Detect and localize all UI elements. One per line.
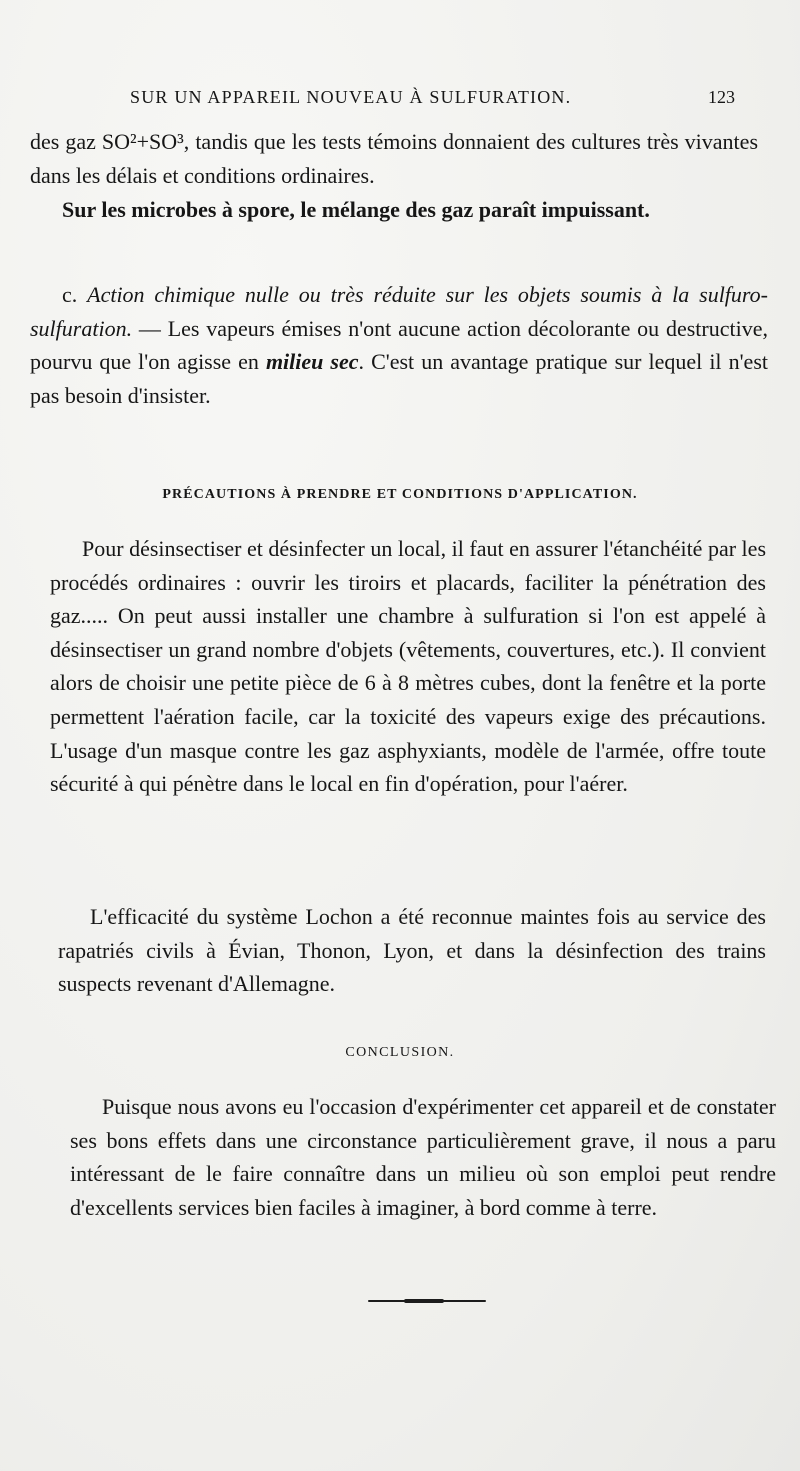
paragraph-spore-microbes: Sur les microbes à spore, le mélange des gaz paraît impuissant. xyxy=(62,197,650,222)
running-title: SUR UN APPAREIL NOUVEAU À SULFURATION. xyxy=(130,87,572,107)
section-c-text-a: Les vapeurs émises n'ont aucune action décolorante ou destructive, pourvu que l'on agisse en xyxy=(30,315,769,375)
paragraph-gas-results: des gaz SO²+SO³, tandis que les tests témoins donnaient des cultures très vivantes dans les délais et conditions ordinaires. xyxy=(30,129,758,188)
section-c-milieu-sec: milieu sec xyxy=(265,349,359,375)
section-c-title: Action chimique nulle ou très réduite sur les objets soumis à la sulfuro-sulfuration. xyxy=(30,282,768,341)
paragraph-precautions: Pour désinsectiser et désinfecter un local, il faut en assurer l'étanchéité par les procédés ordinaires : ouvrir les tiroirs et placards, faciliter la pénétration des gaz..... On peut aussi installer une chambre à sulfuration si l'on est appelé à désinsectiser un grand nombre d'objets (vêtements, couvertures, etc.). Il convient alors de choisir une petite pièce de 6 à 8 mètres cubes, dont la fenêtre et la porte permettent l'aération facile, car la toxicité des vapeurs exige des précautions. L'usage d'un masque contre les gaz asphyxiants, modèle de l'armée, offre toute sécurité à qui pénètre dans le local en fin d'opération, pour l'aérer. xyxy=(50,536,766,797)
heading-conclusion: CONCLUSION. xyxy=(345,1045,455,1060)
heading-precautions: PRÉCAUTIONS À PRENDRE ET CONDITIONS D'APPLICATION. xyxy=(162,487,638,502)
page-number: 123 xyxy=(708,87,735,107)
section-c-label: c. xyxy=(62,282,78,307)
section-c-text-b: . C'est un avantage pratique sur lequel il n'est pas besoin d'insister. xyxy=(30,349,768,408)
paragraph-efficacite: L'efficacité du système Lochon a été reconnue maintes fois au service des rapatriés civils à Évian, Thonon, Lyon, et dans la désinfection des trains suspects revenant d'Allemagne. xyxy=(58,904,766,997)
section-c-dash: — xyxy=(132,315,168,341)
section-c-paragraph xyxy=(30,278,768,412)
paragraph-conclusion: Puisque nous avons eu l'occasion d'expérimenter cet appareil et de constater ses bons effets dans une circonstance particulièrement grave, il nous a paru intéressant de le faire connaître dans un milieu où son emploi peut rendre d'excellents services bien faciles à imaginer, à bord comme à terre. xyxy=(70,1094,776,1220)
end-rule xyxy=(368,1300,486,1302)
